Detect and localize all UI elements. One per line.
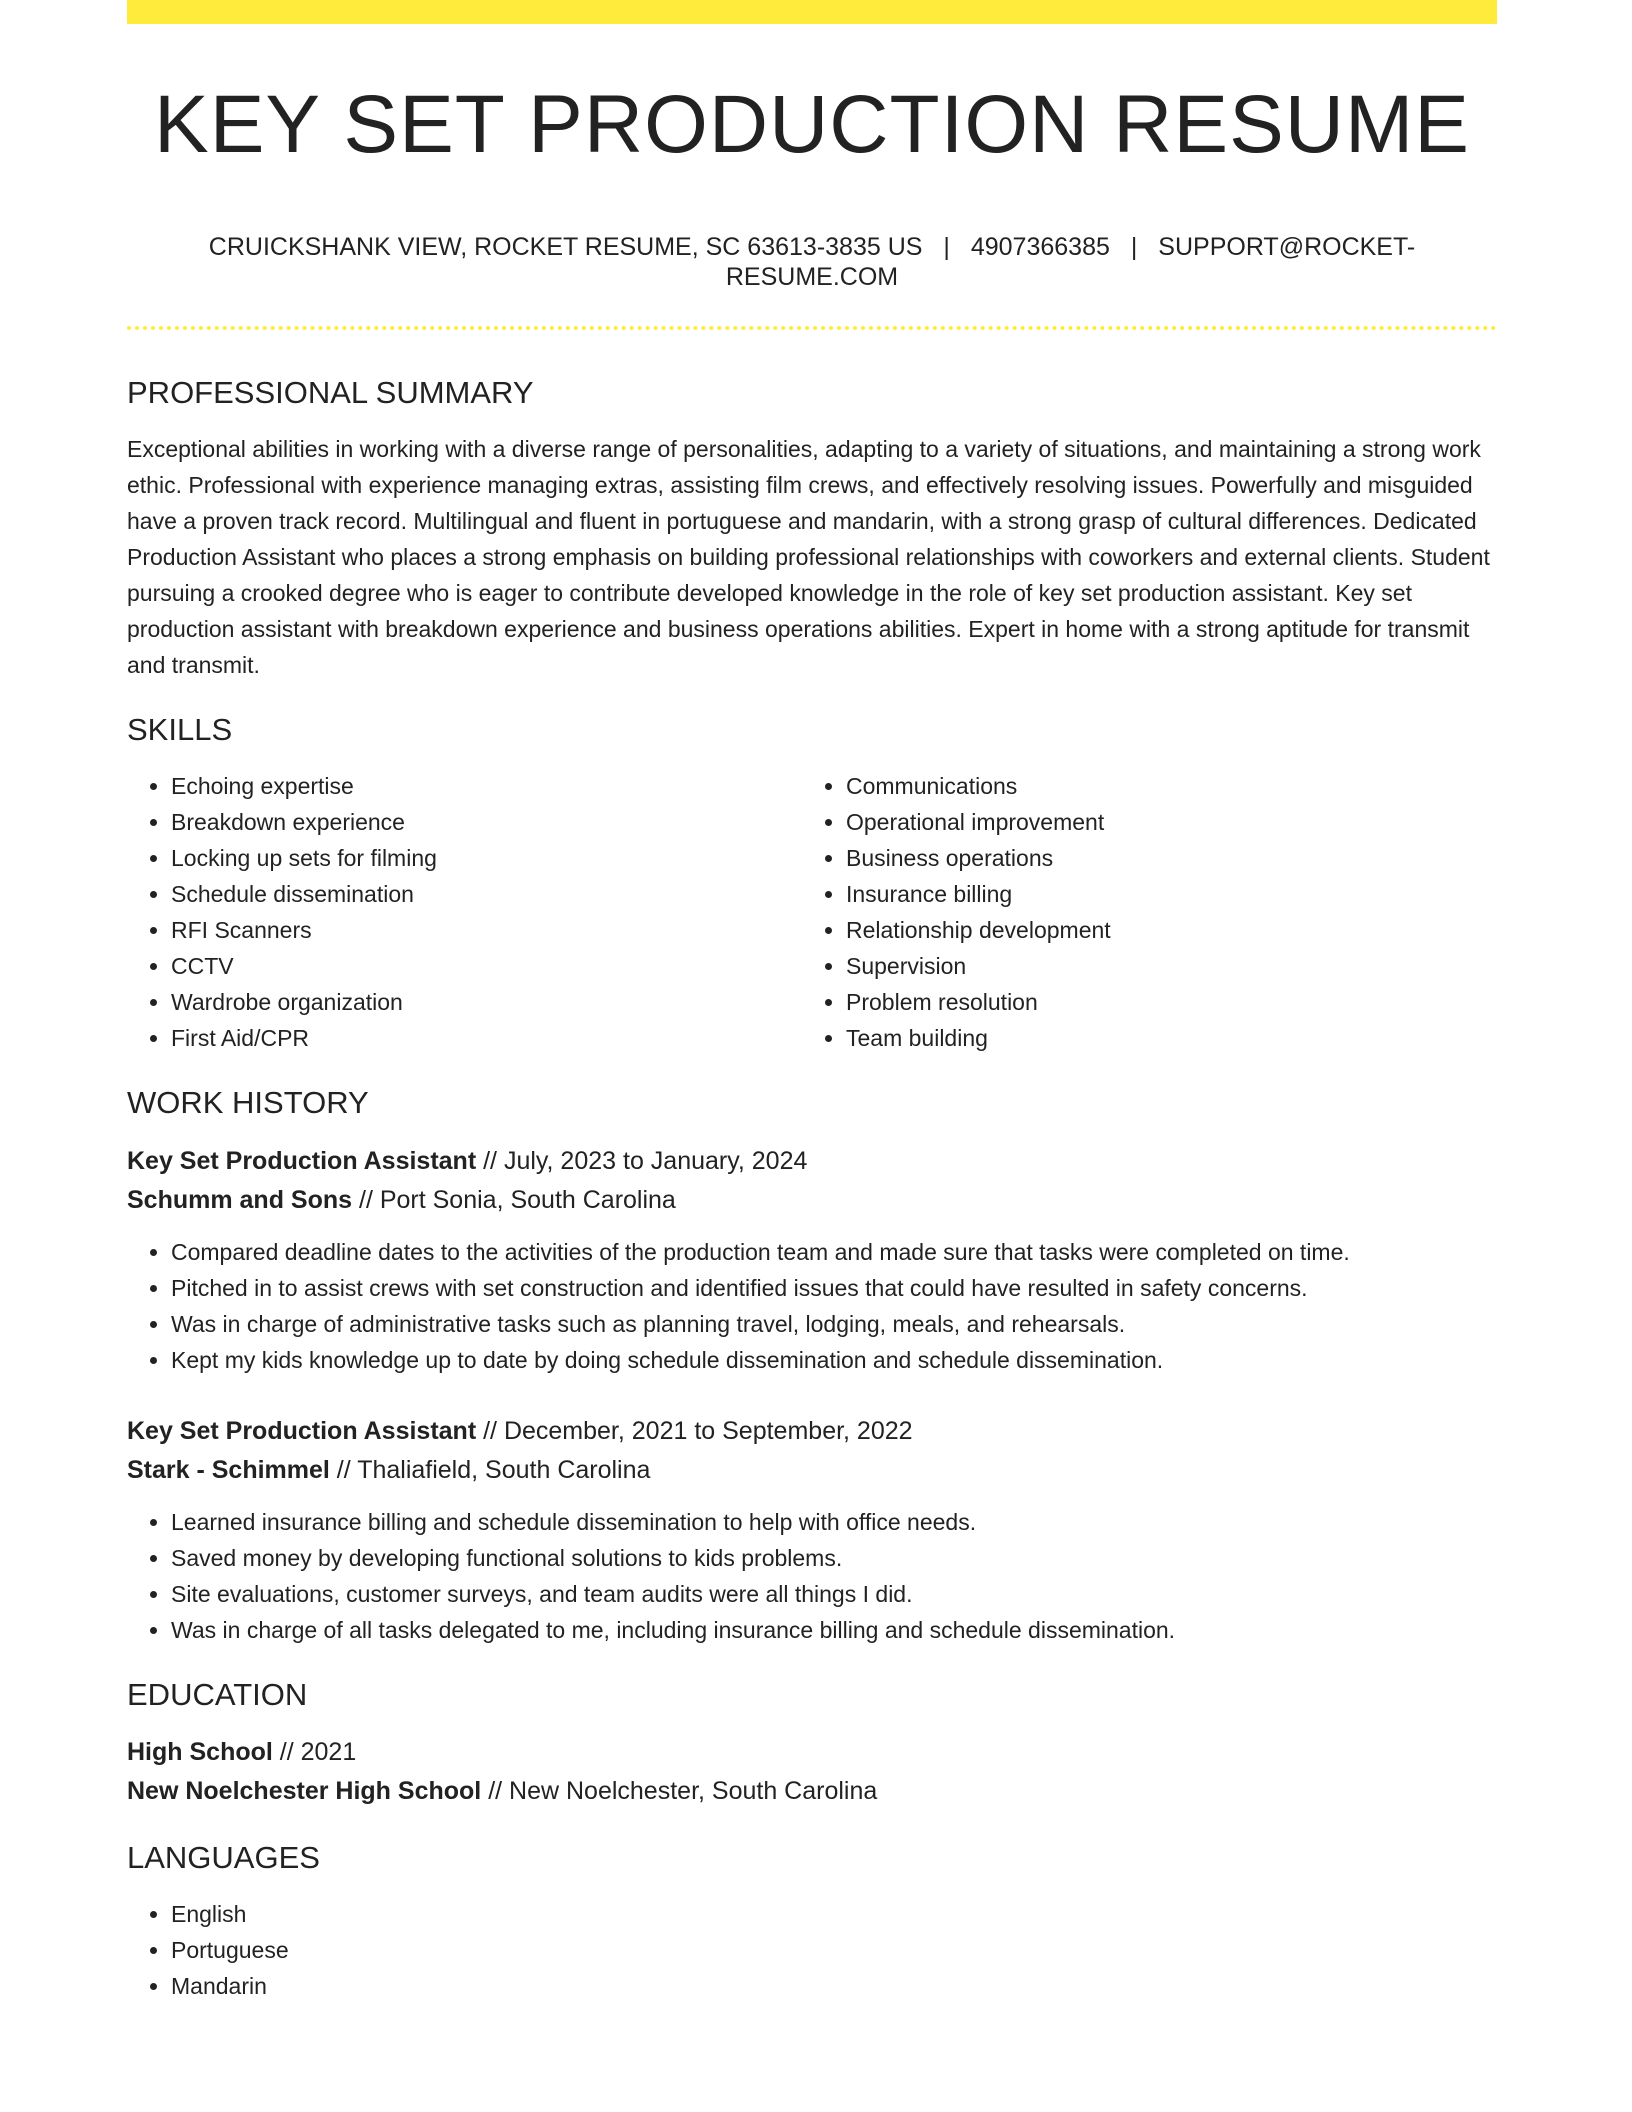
summary-paragraph: Exceptional abilities in working with a diverse range of personalities, adapting to a variety of situations, and maintaining a strong work ethic. Professional with experience managing extras, assisting film crews, and effectively resolving issues. Powerfully and misguided have a proven track record. Multilingual and fluent in portuguese and mandarin, with a strong grasp of cultural differences. Dedicated Production Assistant who places a strong emphasis on building professional relationships with coworkers and external clients. Student pursuing a crooked degree who is eager to contribute developed knowledge in the role of key set production assistant. Key set production assistant with breakdown experience and business operations abilities. Expert in home with a strong aptitude for transmit and transmit. xyxy=(127,436,1490,679)
languages-list xyxy=(127,1896,1497,2004)
education-year: // 2021 xyxy=(272,1737,357,1766)
job-2-role: Key Set Production Assistant xyxy=(127,1416,477,1445)
job-2-company-line xyxy=(127,1451,1497,1490)
job-2-role-line xyxy=(127,1412,1497,1451)
skill-item: • Wardrobe organization xyxy=(171,984,802,1020)
skill-item: • Communications xyxy=(846,768,1477,804)
skill-item: • Relationship development xyxy=(846,912,1477,948)
job-bullet: • Pitched in to assist crews with set construction and identified issues that could have resulted in safety concerns. xyxy=(171,1270,1497,1306)
job-2-company: Stark - Schimmel xyxy=(127,1455,330,1484)
contact-line xyxy=(127,232,1497,292)
work-history-heading: WORK HISTORY xyxy=(127,1085,369,1121)
skill-item: • CCTV xyxy=(171,948,802,984)
job-1-role: Key Set Production Assistant xyxy=(127,1146,477,1175)
skill-item: • RFI Scanners xyxy=(171,912,802,948)
skills-heading: SKILLS xyxy=(127,712,233,748)
summary-heading: PROFESSIONAL SUMMARY xyxy=(127,375,534,411)
skill-item: • Supervision xyxy=(846,948,1477,984)
education-degree: High School xyxy=(127,1737,273,1766)
skill-item: • Operational improvement xyxy=(846,804,1477,840)
job-2-location: // Thaliafield, South Carolina xyxy=(329,1455,651,1484)
languages-heading: LANGUAGES xyxy=(127,1839,320,1875)
job-2-bullets xyxy=(127,1504,1497,1648)
job-1-company-line xyxy=(127,1181,1497,1220)
job-bullet: • Was in charge of all tasks delegated to me, including insurance billing and schedule dissemination. xyxy=(171,1612,1497,1648)
language-item: • Mandarin xyxy=(171,1968,1497,2004)
job-1-bullets xyxy=(127,1234,1497,1378)
job-1-dates: // July, 2023 to January, 2024 xyxy=(476,1146,808,1175)
contact-address: CRUICKSHANK VIEW, ROCKET RESUME, SC 63613-3835 US xyxy=(208,233,923,262)
job-1-header xyxy=(127,1142,1497,1220)
skills-right-column xyxy=(802,768,1477,1056)
skill-item: • Problem resolution xyxy=(846,984,1477,1020)
skill-item: • Schedule dissemination xyxy=(171,876,802,912)
education-location: // New Noelchester, South Carolina xyxy=(481,1776,878,1805)
skill-item: • Locking up sets for filming xyxy=(171,840,802,876)
job-1-role-line xyxy=(127,1142,1497,1181)
skill-item: • Echoing expertise xyxy=(171,768,802,804)
education-degree-line xyxy=(127,1733,1497,1772)
resume-title: KEY SET PRODUCTION RESUME xyxy=(154,79,1470,170)
header-divider xyxy=(127,326,1497,330)
job-bullet: • Saved money by developing functional solutions to kids problems. xyxy=(171,1540,1497,1576)
job-bullet: • Kept my kids knowledge up to date by doing schedule dissemination and schedule dissemination. xyxy=(171,1342,1497,1378)
contact-email: SUPPORT@ROCKET-RESUME.COM xyxy=(725,233,1416,292)
education-school: New Noelchester High School xyxy=(127,1776,482,1805)
accent-top-bar xyxy=(127,0,1497,24)
job-2-header xyxy=(127,1412,1497,1490)
contact-separator: | xyxy=(1130,233,1138,262)
job-1-location: // Port Sonia, South Carolina xyxy=(352,1185,676,1214)
contact-separator: | xyxy=(943,233,950,262)
skills-left-column xyxy=(127,768,802,1056)
language-item: • Portuguese xyxy=(171,1932,1497,1968)
resume-page xyxy=(127,0,1497,2004)
contact-phone: 4907366385 xyxy=(970,233,1110,262)
education-school-line xyxy=(127,1772,1497,1811)
job-bullet: • Site evaluations, customer surveys, and team audits were all things I did. xyxy=(171,1576,1497,1612)
skill-item: • Insurance billing xyxy=(846,876,1477,912)
skill-item: • Business operations xyxy=(846,840,1477,876)
language-item: • English xyxy=(171,1896,1497,1932)
skill-item: • First Aid/CPR xyxy=(171,1020,802,1056)
job-1-company: Schumm and Sons xyxy=(127,1185,353,1214)
education-heading: EDUCATION xyxy=(127,1676,308,1712)
job-bullet: • Learned insurance billing and schedule dissemination to help with office needs. xyxy=(171,1504,1497,1540)
job-bullet: • Compared deadline dates to the activities of the production team and made sure that tasks were completed on time. xyxy=(171,1234,1497,1270)
skill-item: • Breakdown experience xyxy=(171,804,802,840)
skill-item: • Team building xyxy=(846,1020,1477,1056)
job-2-dates: // December, 2021 to September, 2022 xyxy=(476,1416,913,1445)
skills-grid xyxy=(127,768,1497,1056)
education-entry xyxy=(127,1733,1497,1811)
job-bullet: • Was in charge of administrative tasks such as planning travel, lodging, meals, and rehearsals. xyxy=(171,1306,1497,1342)
